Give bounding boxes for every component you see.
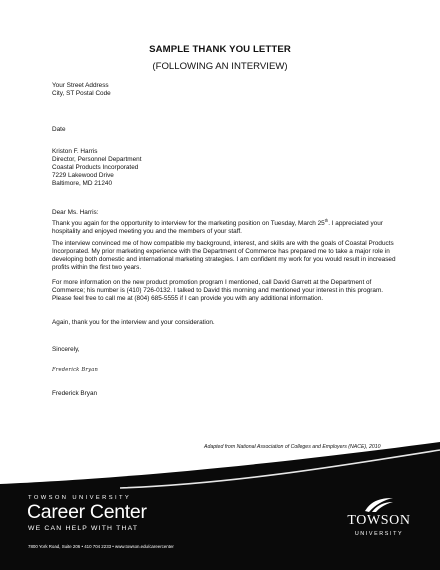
footer-address: 7800 York Road, Suite 206 • 410 704 2233 • www.towson.edu/careercenter <box>28 544 174 549</box>
closing: Sincerely, <box>52 346 80 353</box>
paragraph1-text-end: . I appreciated your hospitality and enjoyed meeting you and the members of your staff. <box>52 220 383 236</box>
paragraph1-text: Thank you again for the opportunity to interview for the marketing position on Tuesday, March 25 <box>52 220 325 227</box>
body-paragraph-1 <box>52 220 398 236</box>
logo-university: UNIVERSITY <box>354 531 404 537</box>
source-credit: Adapted from National Association of Colleges and Employers (NACE), 2010 <box>204 444 381 450</box>
towson-logo <box>336 497 422 543</box>
date-line: Date <box>52 126 66 133</box>
recipient-street: 7229 Lakewood Drive <box>52 172 114 180</box>
footer-career-center: Career Center <box>27 501 147 523</box>
recipient-name: Kriston F. Harris <box>52 148 98 155</box>
body-paragraph-3: For more information on the new product promotion program I mentioned, call David Garrett at the Department of Commerce; his number is (410) 726-0132. I talked to David this morning and mentioned your interest in this program. Please feel free to call me at (804) 685-5555 if I can provide you with any additional information. <box>52 279 384 303</box>
letter-subtitle: (FOLLOWING AN INTERVIEW) <box>152 61 288 72</box>
handwritten-signature: Frederick Bryan <box>52 367 99 373</box>
footer-university: TOWSON UNIVERSITY <box>28 495 132 501</box>
recipient-company: Coastal Products Incorporated <box>52 164 139 172</box>
sender-street: Your Street Address <box>52 82 109 89</box>
sender-city: City, ST Postal Code <box>52 90 111 98</box>
footer-tagline: WE CAN HELP WITH THAT <box>28 525 139 532</box>
recipient-city: Baltimore, MD 21240 <box>52 180 113 188</box>
logo-name: TOWSON <box>347 513 411 528</box>
date-ordinal: th <box>324 218 329 223</box>
tiger-stripes-icon <box>362 497 396 513</box>
letter-title: SAMPLE THANK YOU LETTER <box>149 44 291 55</box>
signer-name: Frederick Bryan <box>52 390 98 397</box>
recipient-address <box>52 148 142 188</box>
recipient-title: Director, Personnel Department <box>52 156 142 164</box>
body-paragraph-2: The interview convinced me of how compatible my background, interest, and skills are with the goals of Coastal Products Incorporated. My prior marketing experience with the Department of Commerce has prepared me to take a major role in developing both domestic and international marketing strategies. I am confident my work for you would result in increased profits within the first two years. <box>52 240 396 272</box>
sender-address <box>52 82 111 98</box>
body-paragraph-4: Again, thank you for the interview and your consideration. <box>52 319 215 326</box>
salutation: Dear Ms. Harris: <box>52 209 99 216</box>
